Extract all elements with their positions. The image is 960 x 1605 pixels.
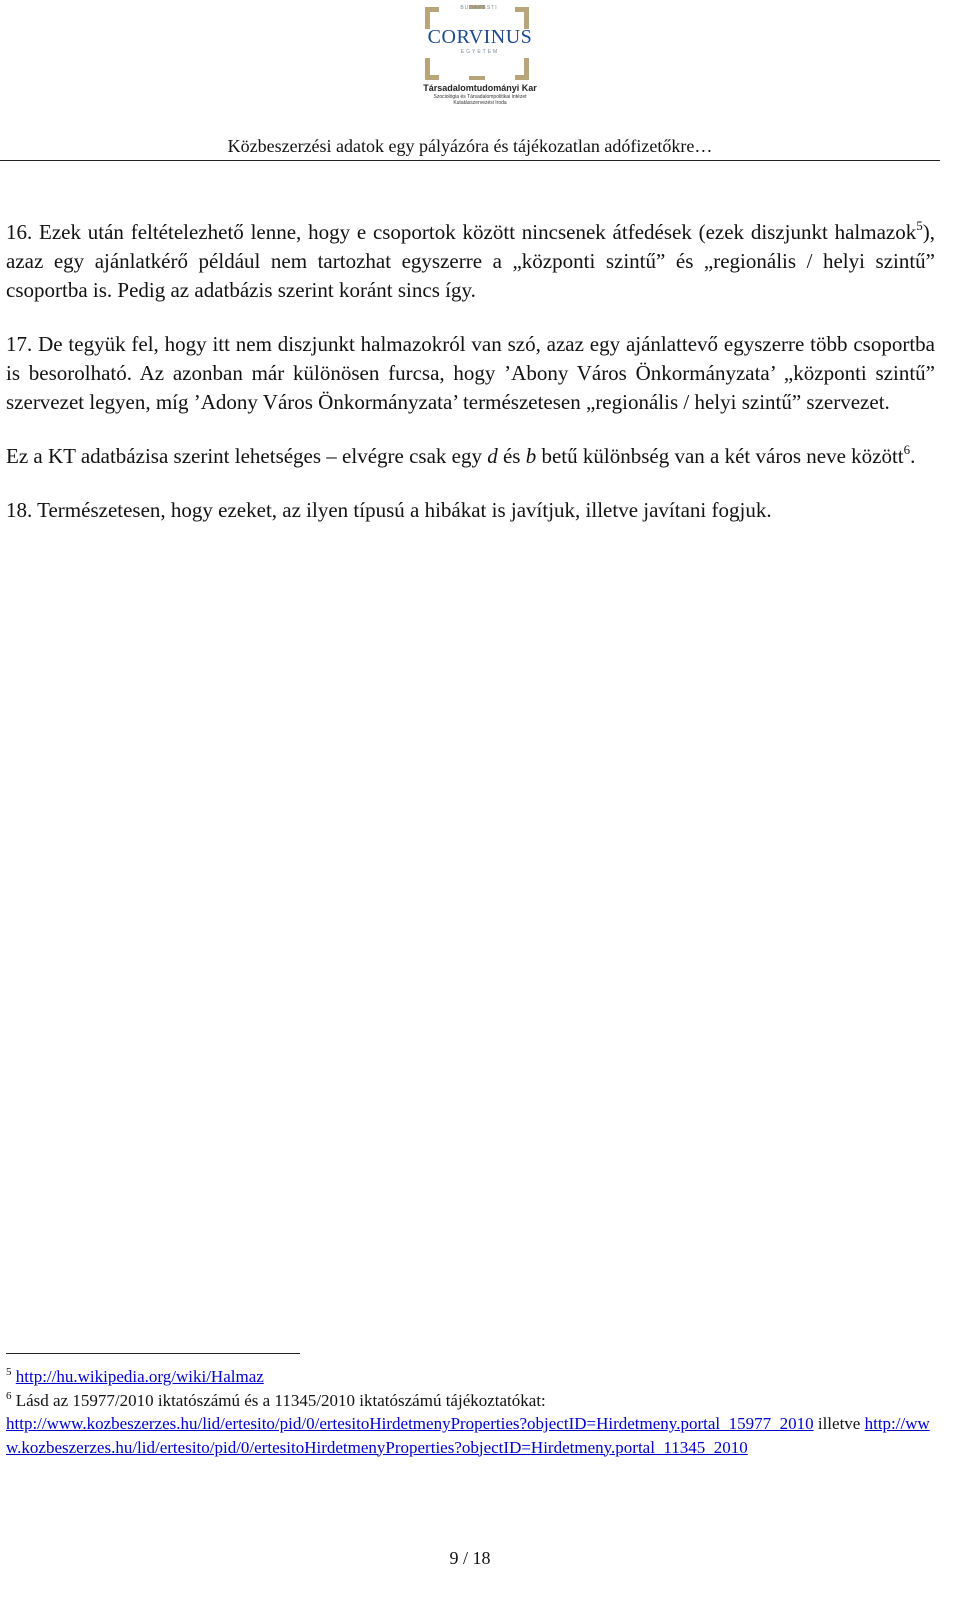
logo-budapesti: BUDAPESTI [460, 5, 498, 11]
paragraph-17: 17. De tegyük fel, hogy itt nem diszjunkt halmazokról van szó, azaz egy ajánlattevő egyszerre több csoportba is besorolható. Az azonban már különösen furcsa, hogy ’Abony Város Önkormányzata’ „központi szintű” szervezet legyen, míg ’Adony Város Önkormányzata’ természetesen „regionális / helyi szintű” szervezet. [6, 332, 935, 414]
logo-institute: Szociológia és Társadalompolitikai Intézet [433, 94, 527, 100]
header-divider [0, 160, 940, 161]
footnote-divider [6, 1353, 300, 1354]
footnote-6-links: http://www.kozbeszerzes.hu/lid/ertesito/pid/0/ertesitoHirdetmenyProperties?objectID=Hirdetmeny.portal_15977_2010 illetve http://www.kozbeszerzes.hu/lid/ertesito/pid/0/ertesitoHirdetmenyProperties?objectID=Hirdetmeny.portal_11345_2010 [6, 1414, 930, 1457]
running-header: Közbeszerzési adatok egy pályázóra és tájékozatlan adófizetőkre… [227, 136, 713, 156]
paragraph-16: 16. Ezek után feltételezhető lenne, hogy e csoportok között nincsenek átfedések (ezek diszjunkt halmazok$^5$), azaz egy ajánlatkérő például nem tartozhat egyszerre a „központi szintű” és „regionális / helyi szintű” csoportba is. Pedig az adatbázis szerint koránt sincs így. [6, 218, 935, 302]
page-number: 9 / 18 [449, 1548, 491, 1568]
footnote-5: $^5$ http://hu.wikipedia.org/wiki/Halmaz [6, 1366, 264, 1386]
footnote-6-link-2[interactable]: http://www.kozbeszerzes.hu/lid/ertesito/pid/0/ertesitoHirdetmenyProperties?objectID=Hirdetmeny.portal_11345_2010 [6, 1414, 930, 1457]
logo-faculty: Társadalomtudományi Kar [423, 83, 537, 93]
footnotes [6, 1365, 935, 1459]
footnote-6: $^6$ Lásd az 15977/2010 iktatószámú és a 11345/2010 iktatószámú tájékoztatókat: [6, 1389, 546, 1410]
logo-office: Kutatásszervezési Iroda [453, 100, 507, 106]
logo-egyetem: EGYETEM [460, 49, 500, 55]
paragraph-17-continued: Ez a KT adatbázisa szerint lehetséges – elvégre csak egy d és b betű különbség van a két város neve között$^6$. [6, 442, 916, 468]
logo-corvinus: CORVINUS [427, 26, 533, 48]
main-text [6, 218, 935, 525]
footnote-ref-5[interactable]: 5 [916, 218, 923, 233]
footnote-5-link[interactable]: http://hu.wikipedia.org/wiki/Halmaz [15, 1367, 264, 1386]
footnote-ref-6[interactable]: 6 [903, 442, 911, 457]
paragraph-18: 18. Természetesen, hogy ezeket, az ilyen típusú a hibákat is javítjuk, illetve javítani fogjuk. [6, 498, 772, 522]
university-logo [0, 0, 960, 110]
footnote-6-link-1[interactable]: http://www.kozbeszerzes.hu/lid/ertesito/pid/0/ertesitoHirdetmenyProperties?objectID=Hirdetmeny.portal_15977_2010 [6, 1414, 814, 1433]
